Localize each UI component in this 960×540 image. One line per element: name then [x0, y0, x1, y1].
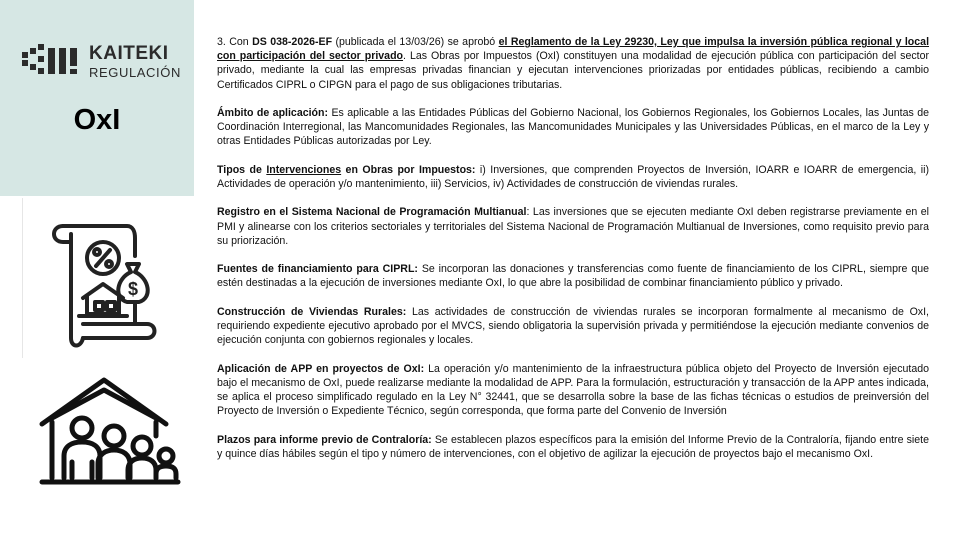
heading: Plazos para informe previo de Contraloría: — [217, 433, 432, 446]
text: : Las inversiones que se ejecuten mediante OxI deben registrarse previamente en el PMI y alinearse con los criterios sectoriales y territoriales del Sistema Nacional de Programación Multianual de Inversiones, como requisito previo para su priorización. — [217, 206, 929, 247]
text: 3. Con — [217, 36, 253, 48]
paragraph-comptroller — [217, 433, 929, 461]
kaiteki-logo-mark-icon — [22, 44, 84, 78]
heading: en Obras por Impuestos: — [341, 163, 476, 176]
finance-document-icon — [22, 198, 188, 358]
logo-brand: KAITEKI — [89, 43, 169, 64]
heading-underlined: Intervenciones — [266, 163, 342, 176]
paragraph-intro — [217, 35, 929, 92]
heading: Construcción de Viviendas Rurales: — [217, 305, 407, 318]
paragraph-rural-housing — [217, 305, 929, 348]
regulation-summary — [217, 35, 929, 475]
heading: Ámbito de aplicación: — [217, 107, 329, 119]
text: Se establecen plazos específicos para la emisión del Informe Previo de la Contraloría, fijando entre siete y quince días hábiles según el tipo y número de intervenciones, con el objetivo de agilizar la ejecución de proyectos bajo el mecanismo OxI. — [217, 433, 929, 460]
heading: Tipos de — [217, 163, 267, 176]
text: (publicada el 13/03/26) se aprobó — [332, 36, 499, 48]
text: . Las Obras por Impuestos (OxI) constituyen una modalidad de ejecución pública con participación del sector privado, mediante la cual las empresas privadas financian y ejecutan intervenciones priorizadas por entidades públicas, recibiendo a cambio Certificados CIPRL o CIPGN para el pago de sus obligaciones tributarias. — [217, 50, 930, 91]
panel-title: OxI — [73, 104, 121, 136]
paragraph-scope — [217, 106, 929, 149]
text: La operación y/o mantenimiento de la infraestructura pública objeto del Proyecto de Inversión ejecutado bajo el mecanismo de OxI, puede realizarse mediante la modalidad de APP. Para la formulación, estructuración y transacción de la APP antes indicada, se aplica el proceso simplificado regulado en la Ley N° 32441, que se desarrolla sobre la base de las fichas técnicas o estudios de preinversión del Proyecto de Inversión o Expediente Técnico, según corresponda, que forma parte del Convenio de Inversión — [217, 362, 930, 418]
paragraph-app — [217, 362, 929, 419]
svg-text:$: $ — [127, 279, 139, 299]
heading: Aplicación de APP en proyectos de OxI: — [217, 362, 425, 375]
text: Las actividades de construcción de viviendas rurales se incorporan formalmente al mecanismo de OxI, requiriendo expediente ejecutivo aprobado por el MVCS, siendo obligatoria la supervisión privada y permitiéndose la ejecución mediante convenios de ejecución conjunta con gobiernos regionales y locales. — [217, 305, 929, 347]
decree-ref: DS 038-2026-EF — [252, 36, 333, 48]
paragraph-funding — [217, 262, 929, 290]
heading: Registro en el Sistema Nacional de Programación Multianual — [217, 206, 527, 219]
regulation-link: el Reglamento de la Ley 29230, Ley que impulsa la inversión pública regional y local con participación del sector privado — [217, 36, 930, 63]
paragraph-registry — [217, 205, 929, 248]
text: Es aplicable a las Entidades Públicas del Gobierno Nacional, los Gobiernos Regionales, los Gobiernos Locales, las Juntas de Coordinación Interregional, las Mancomunidades Regionales, las Mancomunidades Municipales y las Universidades Públicas, en el marco de la Ley y otras Entidades Públicas autorizadas por Ley. — [217, 107, 929, 148]
heading: Fuentes de financiamiento para CIPRL: — [217, 263, 418, 276]
kaiteki-logo — [22, 40, 187, 86]
logo-subtitle: REGULACIÓN — [89, 65, 181, 80]
community-housing-icon — [22, 366, 188, 526]
paragraph-intervention-types — [217, 163, 929, 191]
text: i) Inversiones, que comprenden Proyectos de Inversión, IOARR e IOARR de emergencia, ii) Actividades de operación y/o mantenimiento, iii) Servicios, iv) Actividades de construcción de viviendas rurales. — [217, 163, 930, 190]
text: Se incorporan las donaciones y transferencias como fuente de financiamiento de los CIPRL, siempre que estén destinadas a la ejecución de inversiones mediante OxI, lo que abre la posibilidad de combinar financiamiento público y privado. — [217, 263, 929, 290]
sidebar-panel — [0, 0, 194, 196]
